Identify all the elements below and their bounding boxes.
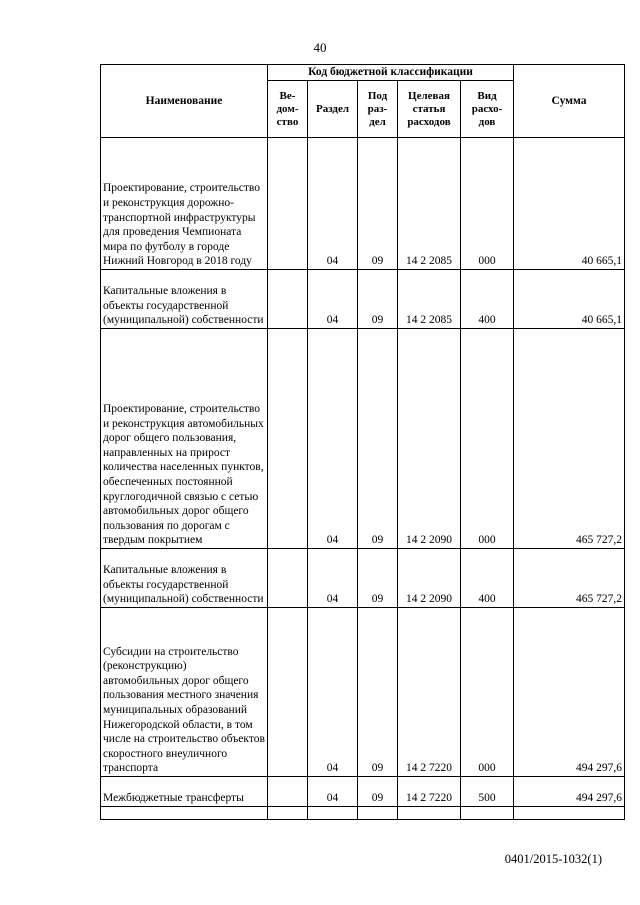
header-sum: Сумма [514, 65, 625, 138]
header-name: Наименование [101, 65, 268, 138]
row-name: Капитальные вложения в объекты государственной (муниципальной) собственности [101, 549, 268, 608]
row-dept [268, 777, 308, 807]
row-dept [268, 329, 308, 549]
row-section: 04 [308, 608, 358, 777]
row-sum: 465 727,2 [514, 329, 625, 549]
row-dept [268, 608, 308, 777]
row-sum: 40 665,1 [514, 138, 625, 270]
row-subsection: 09 [358, 329, 398, 549]
table-row [101, 608, 625, 777]
empty-cell [398, 807, 461, 820]
row-name: Межбюджетные трансферты [101, 777, 268, 807]
row-section: 04 [308, 549, 358, 608]
row-exp-type: 000 [461, 329, 514, 549]
row-name: Субсидии на строительство (реконструкцию) автомобильных дорог общего пользования местного значения муниципальных образований Нижегородской области, в том числе на строительство объектов скоростного внеуличного транспорта [101, 608, 268, 777]
row-dept [268, 270, 308, 329]
row-subsection: 09 [358, 549, 398, 608]
row-section: 04 [308, 329, 358, 549]
row-sum: 494 297,6 [514, 608, 625, 777]
header-dept: Ве- дом- ство [268, 81, 308, 138]
row-target: 14 2 7220 [398, 608, 461, 777]
empty-cell [514, 807, 625, 820]
budget-classification-table [100, 64, 625, 820]
row-sum: 465 727,2 [514, 549, 625, 608]
row-dept [268, 138, 308, 270]
row-name: Капитальные вложения в объекты государственной (муниципальной) собственности [101, 270, 268, 329]
row-exp-type: 000 [461, 608, 514, 777]
row-section: 04 [308, 777, 358, 807]
row-name: Проектирование, строительство и реконструкция автомобильных дорог общего пользования, направленных на прирост количества населенных пунктов, обеспеченных постоянной круглогодичной связью с сетью автомобильных дорог общего пользования по дорогам с твердым покрытием [101, 329, 268, 549]
row-target: 14 2 2085 [398, 138, 461, 270]
header-exp-type: Вид расхо- дов [461, 81, 514, 138]
table-row [101, 270, 625, 329]
header-section: Раздел [308, 81, 358, 138]
row-exp-type: 400 [461, 270, 514, 329]
row-target: 14 2 2090 [398, 549, 461, 608]
table-header [101, 65, 625, 138]
header-target: Целевая статья расходов [398, 81, 461, 138]
row-sum: 40 665,1 [514, 270, 625, 329]
row-subsection: 09 [358, 138, 398, 270]
row-target: 14 2 2085 [398, 270, 461, 329]
page-number: 40 [313, 40, 327, 55]
row-section: 04 [308, 138, 358, 270]
row-exp-type: 000 [461, 138, 514, 270]
header-classification-group: Код бюджетной классификации [268, 65, 514, 81]
table-row-empty [101, 807, 625, 820]
table-row [101, 138, 625, 270]
row-subsection: 09 [358, 608, 398, 777]
row-exp-type: 400 [461, 549, 514, 608]
row-subsection: 09 [358, 270, 398, 329]
empty-cell [461, 807, 514, 820]
table-row [101, 329, 625, 549]
empty-cell [308, 807, 358, 820]
table-row [101, 549, 625, 608]
row-target: 14 2 2090 [398, 329, 461, 549]
row-exp-type: 500 [461, 777, 514, 807]
empty-cell [268, 807, 308, 820]
table-row [101, 777, 625, 807]
header-subsection: Под раз- дел [358, 81, 398, 138]
row-sum: 494 297,6 [514, 777, 625, 807]
row-target: 14 2 7220 [398, 777, 461, 807]
row-section: 04 [308, 270, 358, 329]
empty-cell [358, 807, 398, 820]
document-code: 0401/2015-1032(1) [504, 852, 602, 866]
row-subsection: 09 [358, 777, 398, 807]
row-name: Проектирование, строительство и реконструкция дорожно-транспортной инфраструктуры для проведения Чемпионата мира по футболу в городе Нижний Новгород в 2018 году [101, 138, 268, 270]
empty-cell [101, 807, 268, 820]
row-dept [268, 549, 308, 608]
